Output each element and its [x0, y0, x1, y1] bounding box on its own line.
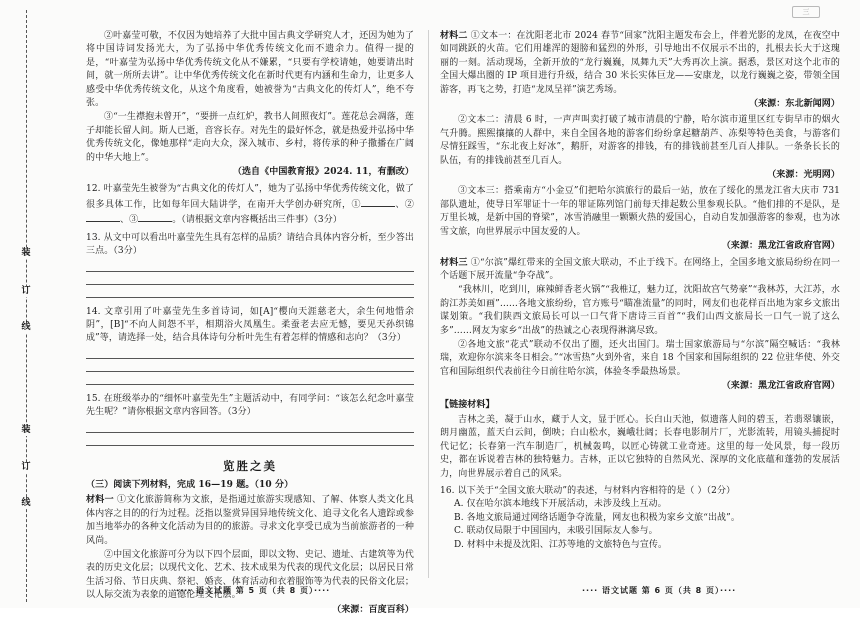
binding-margin	[0, 0, 56, 608]
question-15: 15. 在班级举办的“细怀叶嘉莹先生”主题活动中，有同学问：“该怎么纪念叶嘉莹先生呢？”请你根据文章内容回答。（3分）	[86, 393, 414, 418]
material-2-head: 材料二	[440, 31, 468, 41]
binding-dashed-line	[26, 10, 27, 602]
material-1-head: 材料一	[86, 495, 114, 506]
answer-line[interactable]	[86, 359, 414, 372]
binding-label: 订	[19, 286, 33, 297]
material-2	[440, 30, 840, 97]
material-3-source: （来源：黑龙江省政府官网）	[721, 381, 840, 392]
option-b[interactable]: B. 各地文旅局通过网络话题争夺流量，网友也积极为家乡文旅“出战”。	[454, 512, 740, 523]
section-instruction: （三）阅读下列材料，完成 16—19 题。（10 分）	[86, 479, 294, 490]
binding-label: 线	[19, 322, 33, 333]
question-14: 14. 文章引用了叶嘉莹先生多首诗词，如[A]“樱向天涯慈老大，余生何地惜余阴”，[B]“不向人间怨不平，相期浴火凤凰生。柔蚕老去应无憾，要见天孙织锦成”等，请选择一处，结合具体诗句分析叶先生有着怎样的情感和志向？（3分）	[86, 306, 414, 344]
answer-line[interactable]	[86, 259, 414, 272]
section-title: 览胜之美	[223, 458, 277, 473]
binding-label: 订	[19, 462, 33, 473]
material-3-text: “我林川，吃到川，麻辣鲜香老火锅”“我椎辽，魅力辽，沈阳故宫气势豪”“我林苏，大江苏，水韵江苏美如画”……各地文旅纷纷，官方账号“瞄准流量”的同时，网友们也花样百出地为家乡文旅出谋划策。“我们陕西文旅局长可以一口气背下唐诗三百首”“我们山西文旅局长一口气一说了这么多”……网友为家乡“出战”的热诚之心表现得淋漓尽致。	[440, 285, 840, 336]
material-1-source: （来源：百度百科）	[332, 604, 414, 615]
question-12-text: 。（请根据文章内容概括出三件事）（3分）	[172, 215, 342, 226]
material-1-text: ②中国文化旅游可分为以下四个层面，即以文物、史记、遗址、古建筑等为代表的历史文化层；以现代文化、艺术、技术成果为代表的现代文化层；以居民日常生活习俗、节日庆典、祭祀、婚丧、体育活动和衣着服饰等为代表的民俗文化层；以人际交流为表象的道德伦理文化层。	[86, 549, 414, 601]
article-source: （选自《中国教育报》2024. 11，有删改）	[232, 167, 414, 178]
article-paragraph: ③“一生襟抱未曾开”，“要拼一点红炉，教书人间照夜灯”。莲花总会凋落，莲子却能长留人间。斯人已逝，音容长存。对先生的最好怀念，就是热爱并弘扬中华优秀传统文化，像她那样“走向大众，深入城市、乡村，将传承的种子撒播在广阔的中华大地上”。	[86, 112, 415, 163]
answer-line[interactable]	[86, 420, 414, 433]
material-1-text: ①文化旅游简称为文旅，是指通过旅游实现感知、了解、体察人类文化具体内容之目的的行为过程。泛指以鉴赏异国异地传统文化、追寻文化名人遗踪或参加当地举办的各种文化活动为目的的旅游。寻求文化享受已成为当前旅游者的一种风尚。	[86, 495, 414, 546]
answer-line[interactable]	[86, 433, 414, 446]
question-12	[86, 183, 414, 227]
answer-line[interactable]	[86, 285, 414, 298]
question-12-text: 12. 叶嘉莹先生被誉为“古典文化的传灯人”，她为了弘扬中华优秀传统文化，做了很多具体工作，比如每年回大陆讲学，在南开大学创办研究所，①	[86, 184, 414, 210]
binding-label: 线	[19, 498, 33, 509]
page-footer-left: ···· 语文试题 第 5 页（共 8 页）····	[176, 586, 331, 595]
answer-line[interactable]	[86, 372, 414, 385]
corner-stamp: 三	[792, 6, 820, 18]
answer-blank[interactable]	[361, 197, 395, 207]
option-c[interactable]: C. 联动仅局限于中国国内，未吸引国际友人参与。	[454, 526, 658, 537]
material-3-head: 材料三	[440, 257, 468, 268]
material-3	[440, 257, 840, 284]
material-2-text: ②文本二：清晨 6 时，一声声叫卖打破了城市清晨的宁静，哈尔滨市道里区红专街早市的烟火气升腾。熙熙攘攘的人群中，来自全国各地的游客们纷纷拿起糖葫芦、冻梨等特色美食，与游客们尽情狂踩雪，“东北夜上好冰”，鹅肝，对游客的排钱，有的排钱前甚至几百人排队。一条条长长的队伍，有的排钱前甚至几百人。	[440, 115, 840, 166]
page-footer-right: ···· 语文试题 第 6 页（共 8 页）····	[582, 586, 737, 595]
material-1	[86, 494, 414, 548]
option-a[interactable]: A. 仅在哈尔滨本地线下开展活动，未涉及线上互动。	[454, 499, 667, 510]
answer-line[interactable]	[86, 272, 414, 285]
question-12-text: 、②	[395, 199, 414, 210]
material-3-text: ①“尔滨”爆红带来的全国文旅大联动，不止于线下。在网络上，全国多地文旅局纷纷在同一个话题下展开流量“争夺战”。	[440, 257, 840, 281]
binding-label: 装	[19, 425, 33, 436]
material-2-source: （来源：东北新闻网）	[748, 99, 840, 110]
link-material-head: 【链接材料】	[440, 399, 495, 410]
link-material-text: 吉林之美，凝于山水，藏于人文，显于匠心。长白山天池，似遗落人间的碧玉，若翡翠镶嵌，朗月幽蓝，蓝天白云间，倒映；白山松水，巍峨壮阔；长春电影制片厂，光影流转，用镜头捕捉时代记忆；长春第一汽车制造厂，机械轰鸣，以匠心铸就工业奇迹。这里的每一处风景，每一段历史，都在诉说着吉林的独特魅力。吉林，正以它独特的自然风光、深厚的文化底蕴和蓬勃的发展活力，向世界展示着自己的风采。	[440, 414, 840, 479]
question-16: 16. 以下关于“全国文旅大联动”的表述，与材料内容相符的是（ ）（2分）	[440, 486, 736, 496]
material-2-text: ①文本一：在沈阳老北市 2024 春节“回家”沈阳主题发布会上，伴着光影的龙凤，在夜空中如同跳跃的火苗。它们用雄浑的翅膀和猛烈的外形，引导地出不仅展示不出的，扎根去长大于这瑰丽的一刻。活动现场，全新开放的“龙行巍巍，凤舞九天”大秀再次上演。据悉，景区对这个北市的全国大爆出圈的 IP 项目进行升级，结合 30 米长实体巨龙——安康龙，以龙行巍巍之姿，带领全国游客，再飞之势，打造“龙凤呈祥”演艺秀场。	[440, 31, 840, 95]
material-2-source: （来源：光明网）	[767, 170, 840, 181]
answer-line[interactable]	[86, 346, 414, 359]
material-3-text: ②各地文旅“花式”联动不仅出了圈，还火出国门。瑞士国家旅游局与“尔滨”隔空喊话：“我林瑞，欢迎你尔滨来冬日相会。”“冰雪热”火到外省，来自 18 个国家和国际组织的 22 位驻华使、外交官和国际组织代表前往今日前往哈尔滨，体验冬季最热场景。	[440, 339, 840, 377]
column-divider	[428, 30, 429, 578]
option-d[interactable]: D. 材料中未提及沈阳、江苏等地的文旅特色与宣传。	[454, 539, 668, 550]
binding-label: 装	[19, 248, 33, 259]
article-paragraph: ②叶嘉莹可敬，不仅因为她培养了大批中国古典文学研究人才，还因为她为了将中国诗词发扬光大，为了弘扬中华优秀传统文化而不遗余力。值得一提的是，“叶嘉莹为弘扬中华优秀传统文化从不嫌累，“只要有学校请她，她要请出时间，就一所所去讲”。让中华优秀传统文化在新时代更有内涵和生命力，让更多人感受中华优秀传统文化，从这个角度看，她被誉为“古典文化的传灯人”，绝不夸张。	[86, 31, 414, 109]
question-13: 13. 从文中可以看出叶嘉莹先生具有怎样的品质？请结合具体内容分析，至少答出三点。（3分）	[86, 232, 414, 257]
material-2-source: （来源：黑龙江省政府官网）	[721, 241, 840, 252]
answer-blank[interactable]	[86, 212, 120, 222]
answer-blank[interactable]	[138, 212, 172, 222]
question-12-text: 、③	[120, 215, 139, 226]
right-column	[440, 30, 840, 578]
material-2-text: ③文本三：搭乘南方“小金豆”们把哈尔滨旅行的最后一站，放在了绥化的黑龙江省大庆市 731 部队遗址，使导日军罪证十一年的罪证陈列馆门前每天排起数公里参观长队。“他们排的不是队，是万里长城，是新中国的脊梁”，冰雪消融里一颗颗火热的爱国心，自动自发加强游客的参观，也为冰雪文旅，向世界展示中国友爱的人。	[440, 186, 840, 237]
